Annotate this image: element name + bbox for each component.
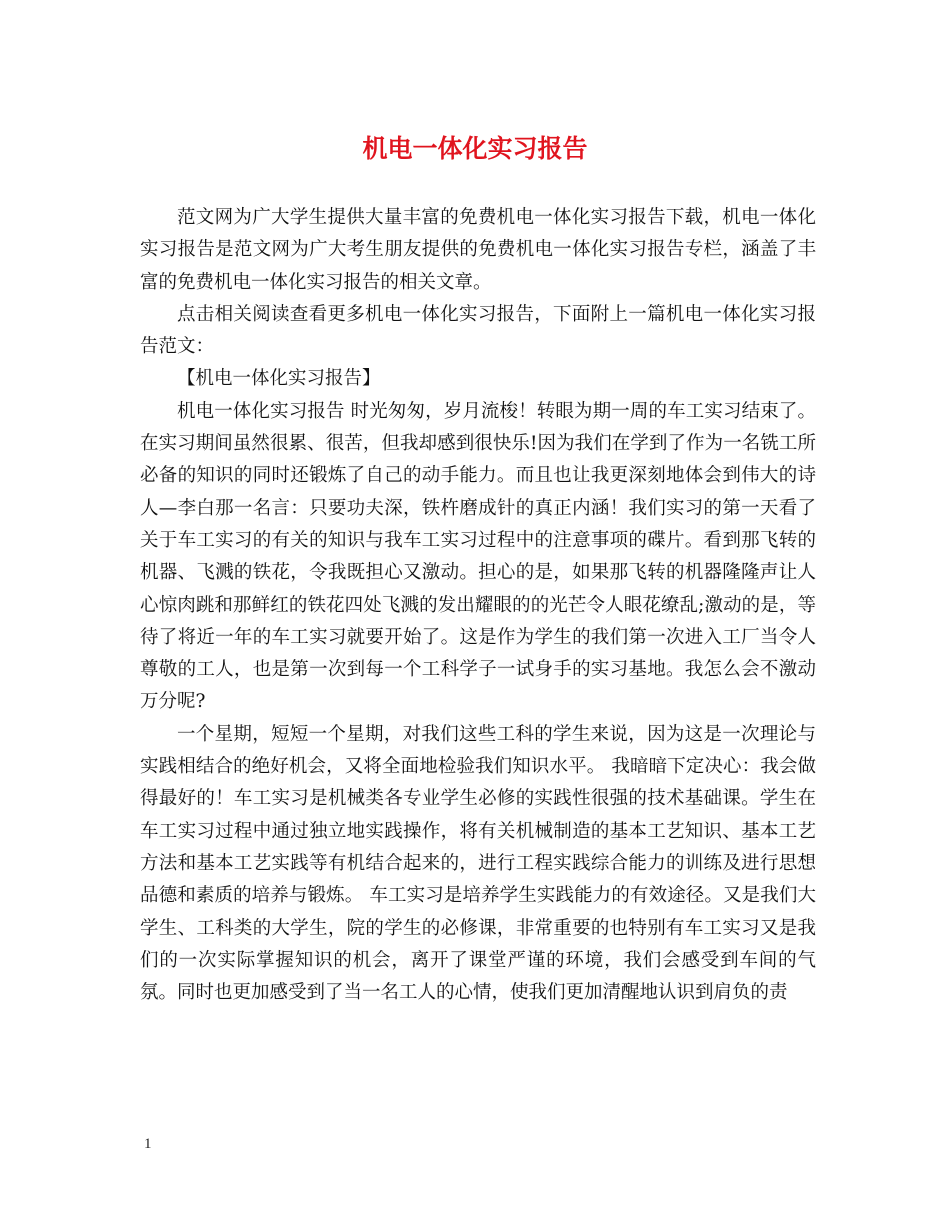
paragraph-report-body-1: 机电一体化实习报告 时光匆匆，岁月流梭！转眼为期一周的车工实习结束了。在实习期间虽然很累、很苦，但我却感到很快乐!因为我们在学到了作为一名铣工所必备的知识的同时还锻炼了自己的动手能力。而且也让我更深刻地体会到伟大的诗人—李白那一名言：只要功夫深，铁杵磨成针的真正内涵！我们实习的第一天看了关于车工实习的有关的知识与我车工实习过程中的注意事项的碟片。看到那飞转的机器、飞溅的铁花，令我既担心又激动。担心的是，如果那飞转的机器隆隆声让人心惊肉跳和那鲜红的铁花四处飞溅的发出耀眼的的光芒令人眼花缭乱;激动的是，等待了将近一年的车工实习就要开始了。这是作为学生的我们第一次进入工厂当令人尊敬的工人，也是第一次到每一个工科学子一试身手的实习基地。我怎么会不激动万分呢? bbox=[140, 400, 816, 713]
paragraph-intro: 范文网为广大学生提供大量丰富的免费机电一体化实习报告下载，机电一体化实习报告是范文网为广大考生朋友提供的免费机电一体化实习报告专栏，涵盖了丰富的免费机电一体化实习报告的相关文章。 bbox=[140, 207, 816, 293]
paragraph-read-more: 点击相关阅读查看更多机电一体化实习报告，下面附上一篇机电一体化实习报告范文： bbox=[140, 303, 816, 358]
paragraph-report-body-2: 一个星期，短短一个星期，对我们这些工科的学生来说，因为这是一次理论与实践相结合的绝好机会，又将全面地检验我们知识水平。 我暗暗下定决心：我会做得最好的！车工实习是机械类各专业学生必修的实践性很强的技术基础课。学生在车工实习过程中通过独立地实践操作，将有关机械制造的基本工艺知识、基本工艺方法和基本工艺实践等有机结合起来的，进行工程实践综合能力的训练及进行思想品德和素质的培养与锻炼。 车工实习是培养学生实践能力的有效途径。又是我们大学生、工科类的大学生，院的学生的必修课，非常重要的也特别有车工实习又是我们的一次实际掌握知识的机会，离开了课堂严谨的环境，我们会感受到车间的气氛。同时也更加感受到了当一名工人的心情，使我们更加清醒地认识到肩负的责 bbox=[140, 723, 816, 1004]
paragraph-section-heading: 【机电一体化实习报告】 bbox=[177, 368, 381, 390]
page-number: 1 bbox=[144, 1136, 152, 1152]
document-body bbox=[140, 202, 816, 1009]
document-title: 机电一体化实习报告 bbox=[362, 134, 588, 163]
